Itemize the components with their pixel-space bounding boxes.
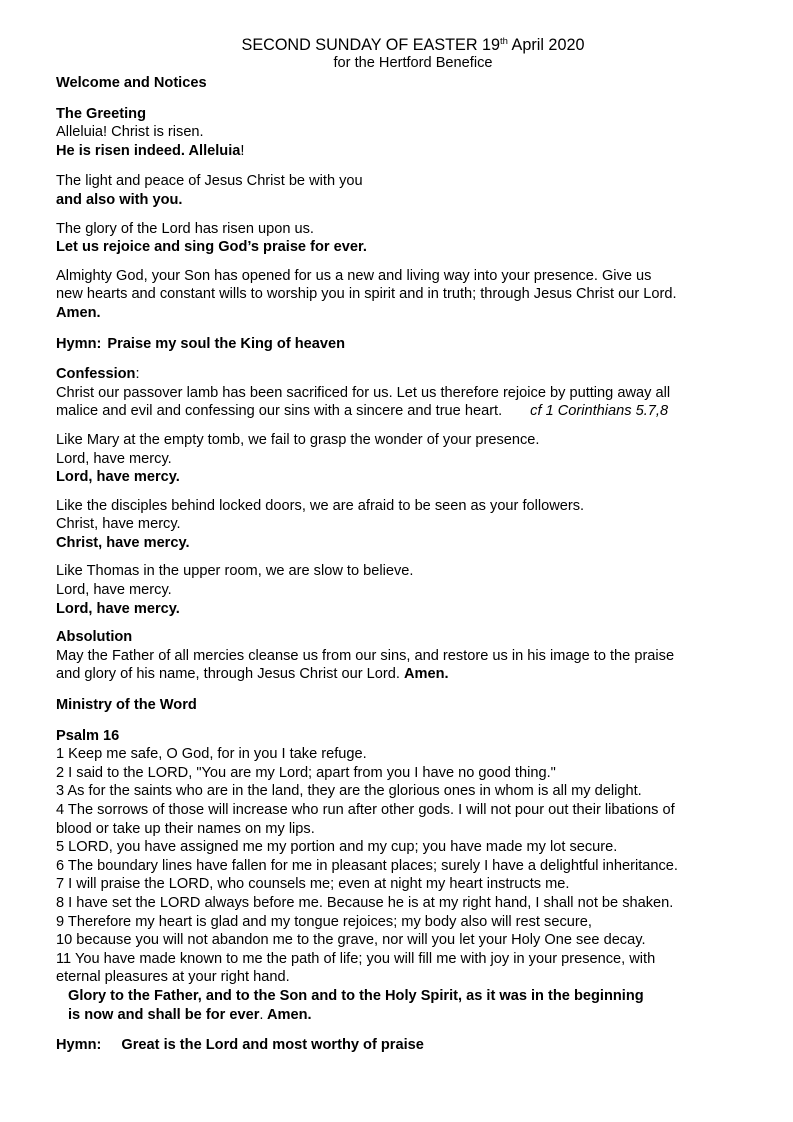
confession-verse: Like Thomas in the upper room, we are slow to believe. <box>56 563 414 580</box>
hymn-label: Hymn: <box>56 335 102 352</box>
psalm-verse: 1 Keep me safe, O God, for in you I take refuge. <box>56 746 367 763</box>
absolution-heading: Absolution <box>56 629 133 646</box>
confession-intro: Christ our passover lamb has been sacrificed for us. Let us therefore rejoice by putting away all <box>56 384 671 401</box>
service-sheet <box>56 36 740 1055</box>
confession-colon: : <box>135 366 140 383</box>
ministry-heading: Ministry of the Word <box>56 697 197 714</box>
absolution-text-end: and glory of his name, through Jesus Christ our Lord. <box>56 666 400 683</box>
absolution-text: May the Father of all mercies cleanse us from our sins, and restore us in his image to the praise <box>56 647 675 664</box>
absolution-text <box>56 665 740 684</box>
kyrie-call: Lord, have mercy. <box>56 450 172 467</box>
kyrie-call: Christ, have mercy. <box>56 516 181 533</box>
gloria-dot: . <box>259 1006 264 1023</box>
gloria-line: Glory to the Father, and to the Son and to the Holy Spirit, as it was in the beginning <box>68 987 644 1004</box>
gloria-text: is now and shall be for ever <box>68 1006 260 1023</box>
psalm-verse: 10 because you will not abandon me to the grave, nor will you let your Holy One see decay. <box>56 932 646 949</box>
psalm-verse: 4 The sorrows of those will increase who run after other gods. I will not pour out their libations of <box>56 802 675 818</box>
title-date: April 2020 <box>507 36 585 54</box>
psalm-verse: 7 I will praise the LORD, who counsels me; even at night my heart instructs me. <box>56 876 570 893</box>
hymn-label: Hymn: <box>56 1037 102 1054</box>
greeting-response <box>56 142 740 161</box>
confession-verse: Like Mary at the empty tomb, we fail to grasp the wonder of your presence. <box>56 431 540 448</box>
hymn-2 <box>56 1036 740 1055</box>
glory-line: The glory of the Lord has risen upon us. <box>56 220 314 237</box>
psalm-verse: 3 As for the saints who are in the land, they are the glorious ones in whom is all my delight. <box>56 783 642 800</box>
peace-response: and also with you. <box>56 191 183 208</box>
title-text: SECOND SUNDAY OF EASTER 19 <box>241 36 501 54</box>
psalm-verse: eternal pleasures at your right hand. <box>56 969 290 986</box>
psalm-verse: blood or take up their names on my lips. <box>56 820 315 837</box>
kyrie-call: Lord, have mercy. <box>56 582 172 599</box>
gloria-line <box>56 1006 740 1025</box>
page-subtitle: for the Hertford Benefice <box>333 55 493 71</box>
glory-response: Let us rejoice and sing God’s praise for ever. <box>56 239 367 256</box>
collect-line: Almighty God, your Son has opened for us a new and living way into your presence. Give us <box>56 267 652 284</box>
peace-line: The light and peace of Jesus Christ be with you <box>56 173 363 190</box>
title-superscript: th <box>500 36 508 47</box>
psalm-verse: 6 The boundary lines have fallen for me in pleasant places; surely I have a delightful inheritance. <box>56 857 678 874</box>
hymn-1 <box>56 335 740 354</box>
psalm-verse: 11 You have made known to me the path of life; you will fill me with joy in your presence, with <box>56 950 656 967</box>
scripture-reference: cf 1 Corinthians 5.7,8 <box>530 403 669 420</box>
kyrie-response: Lord, have mercy. <box>56 469 180 486</box>
hymn-title: Great is the Lord and most worthy of praise <box>121 1037 424 1054</box>
psalm-verse: 8 I have set the LORD always before me. Because he is at my right hand, I shall not be shaken. <box>56 894 674 911</box>
kyrie-response: Lord, have mercy. <box>56 600 180 617</box>
greeting-response-end: ! <box>240 142 245 159</box>
confession-heading <box>56 365 740 384</box>
kyrie-response: Christ, have mercy. <box>56 534 190 551</box>
collect-line: new hearts and constant wills to worship you in spirit and in truth; through Jesus Christ our Lord. <box>56 286 677 303</box>
greeting-response-text: He is risen indeed. Alleluia <box>56 142 241 159</box>
welcome-heading: Welcome and Notices <box>56 75 207 91</box>
confession-intro-text: malice and evil and confessing our sins with a sincere and true heart. <box>56 403 503 420</box>
psalm-heading: Psalm 16 <box>56 727 120 744</box>
psalm-verse: 2 I said to the LORD, "You are my Lord; apart from you I have no good thing." <box>56 764 556 781</box>
hymn-title: Praise my soul the King of heaven <box>107 335 346 352</box>
gloria-amen: Amen. <box>263 1006 312 1023</box>
psalm-verse: 5 LORD, you have assigned me my portion and my cup; you have made my lot secure. <box>56 839 618 856</box>
greeting-heading: The Greeting <box>56 105 147 122</box>
confession-heading-text: Confession <box>56 366 136 383</box>
confession-intro <box>56 402 740 421</box>
greeting-line: Alleluia! Christ is risen. <box>56 124 204 141</box>
psalm-verse: 9 Therefore my heart is glad and my tongue rejoices; my body also will rest secure, <box>56 913 592 930</box>
absolution-amen: Amen. <box>404 666 449 683</box>
collect-amen: Amen. <box>56 304 101 321</box>
confession-verse: Like the disciples behind locked doors, we are afraid to be seen as your followers. <box>56 497 585 514</box>
page-title <box>86 36 740 55</box>
